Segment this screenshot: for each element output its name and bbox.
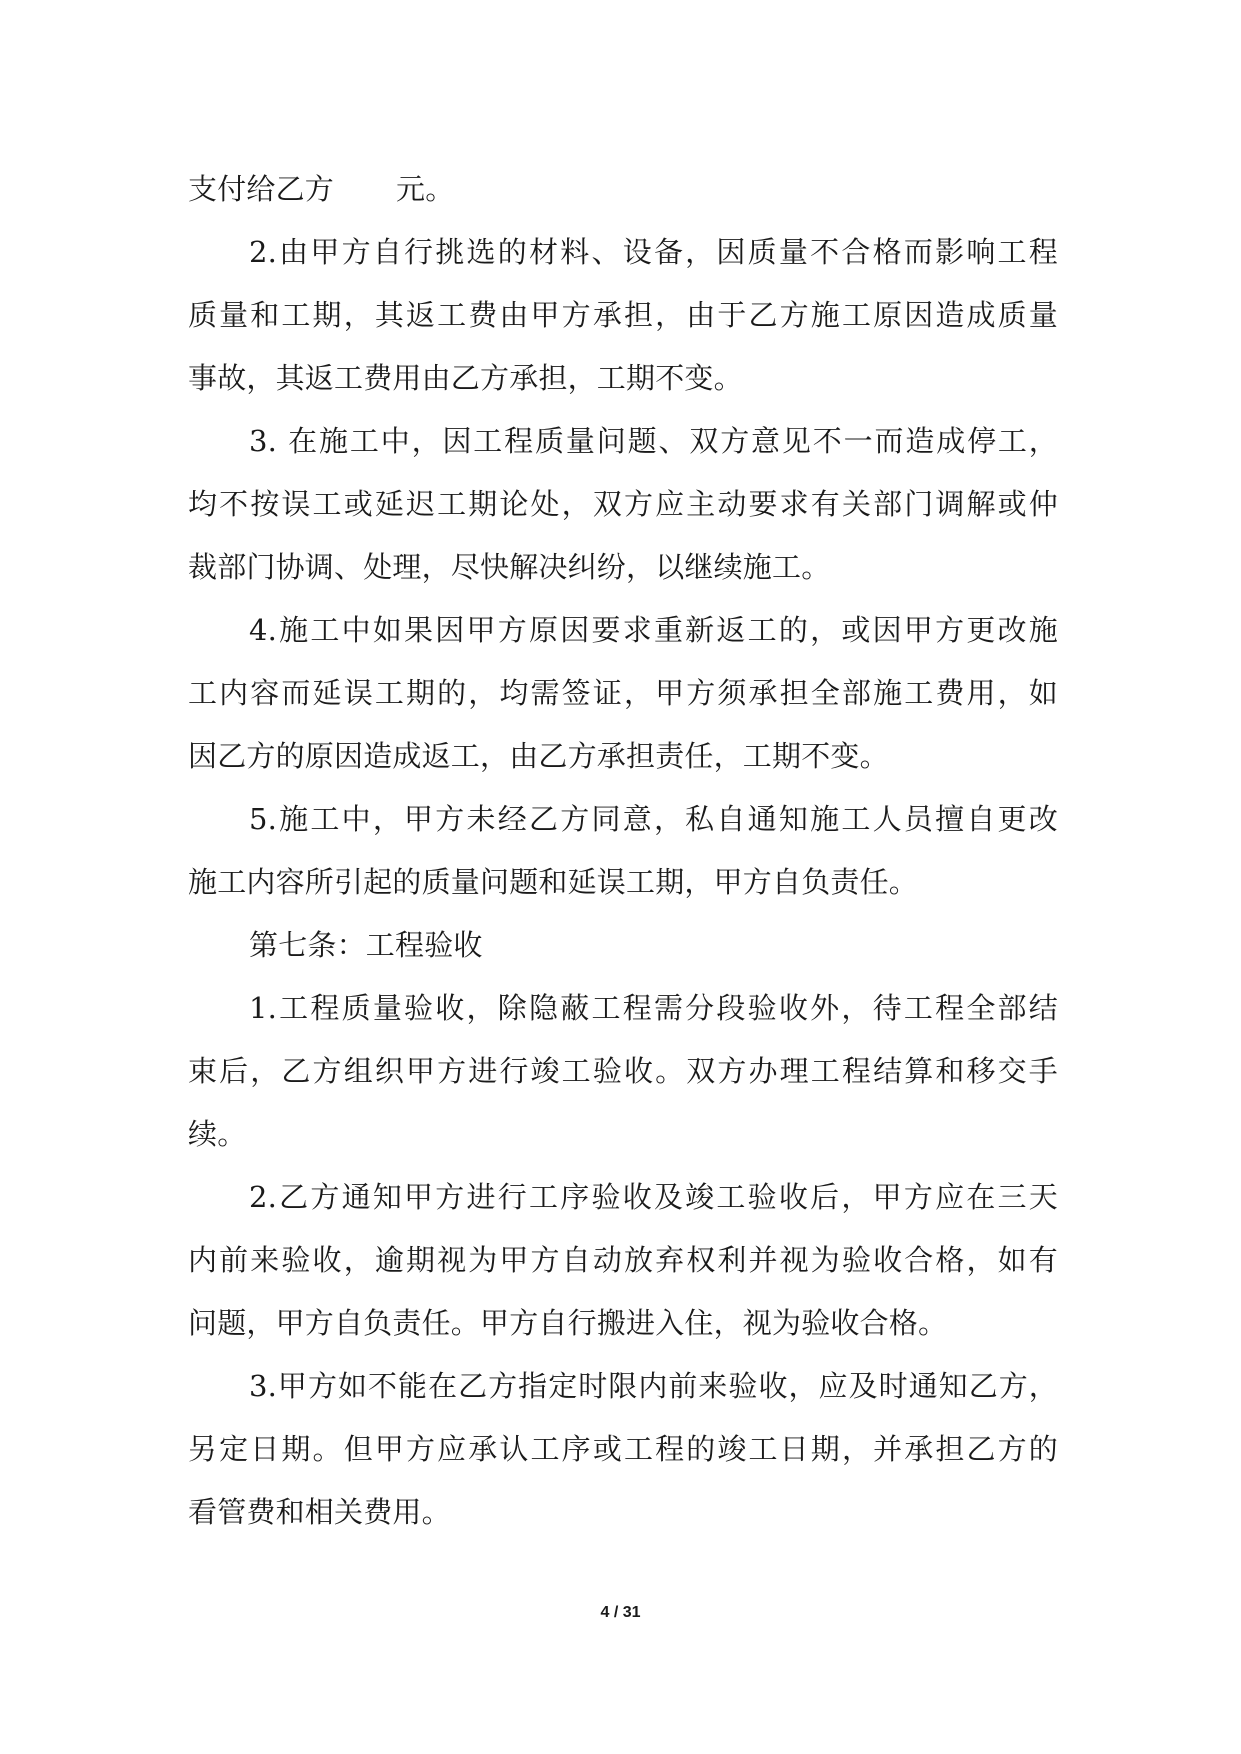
paragraph-line: 束后，乙方组织甲方进行竣工验收。双方办理工程结算和移交手 xyxy=(188,1054,1058,1088)
paragraph-line: 续。 xyxy=(188,1117,247,1151)
paragraph-line: 3.甲方如不能在乙方指定时限内前来验收，应及时通知乙方， xyxy=(249,1369,1058,1403)
paragraph-line: 2.由甲方自行挑选的材料、设备，因质量不合格而影响工程 xyxy=(249,235,1058,269)
paragraph-line: 1.工程质量验收，除隐蔽工程需分段验收外，待工程全部结 xyxy=(249,991,1058,1025)
paragraph-line: 另定日期。但甲方应承认工序或工程的竣工日期，并承担乙方的 xyxy=(188,1432,1058,1466)
paragraph-line: 裁部门协调、处理，尽快解决纠纷，以继续施工。 xyxy=(188,550,831,584)
paragraph-line: 4.施工中如果因甲方原因要求重新返工的，或因甲方更改施 xyxy=(249,613,1058,647)
section-heading: 第七条：工程验收 xyxy=(249,928,483,962)
paragraph-line: 工内容而延误工期的，均需签证，甲方须承担全部施工费用，如 xyxy=(188,676,1058,710)
paragraph-line: 5.施工中，甲方未经乙方同意，私自通知施工人员擅自更改 xyxy=(249,802,1058,836)
paragraph-line: 问题，甲方自负责任。甲方自行搬进入住，视为验收合格。 xyxy=(188,1306,948,1340)
paragraph-line: 2.乙方通知甲方进行工序验收及竣工验收后，甲方应在三天 xyxy=(249,1180,1058,1214)
paragraph-line: 事故，其返工费用由乙方承担，工期不变。 xyxy=(188,361,743,395)
paragraph-line xyxy=(188,158,1058,221)
paragraph-line: 质量和工期，其返工费由甲方承担，由于乙方施工原因造成质量 xyxy=(188,298,1058,332)
paragraph-line: 均不按误工或延迟工期论处，双方应主动要求有关部门调解或仲 xyxy=(188,487,1058,521)
paragraph-line: 施工内容所引起的质量问题和延误工期，甲方自负责任。 xyxy=(188,865,919,899)
paragraph-line: 内前来验收，逾期视为甲方自动放弃权利并视为验收合格，如有 xyxy=(188,1243,1058,1277)
paragraph-line: 看管费和相关费用。 xyxy=(188,1495,451,1529)
payment-text: 支付给乙方 xyxy=(188,172,335,206)
paragraph-line: 因乙方的原因造成返工，由乙方承担责任，工期不变。 xyxy=(188,739,889,773)
document-body xyxy=(188,158,1058,1544)
page-number: 4 / 31 xyxy=(600,1604,641,1621)
paragraph-line: 3. 在施工中，因工程质量问题、双方意见不一而造成停工， xyxy=(249,424,1058,458)
payment-unit: 元。 xyxy=(396,172,455,206)
